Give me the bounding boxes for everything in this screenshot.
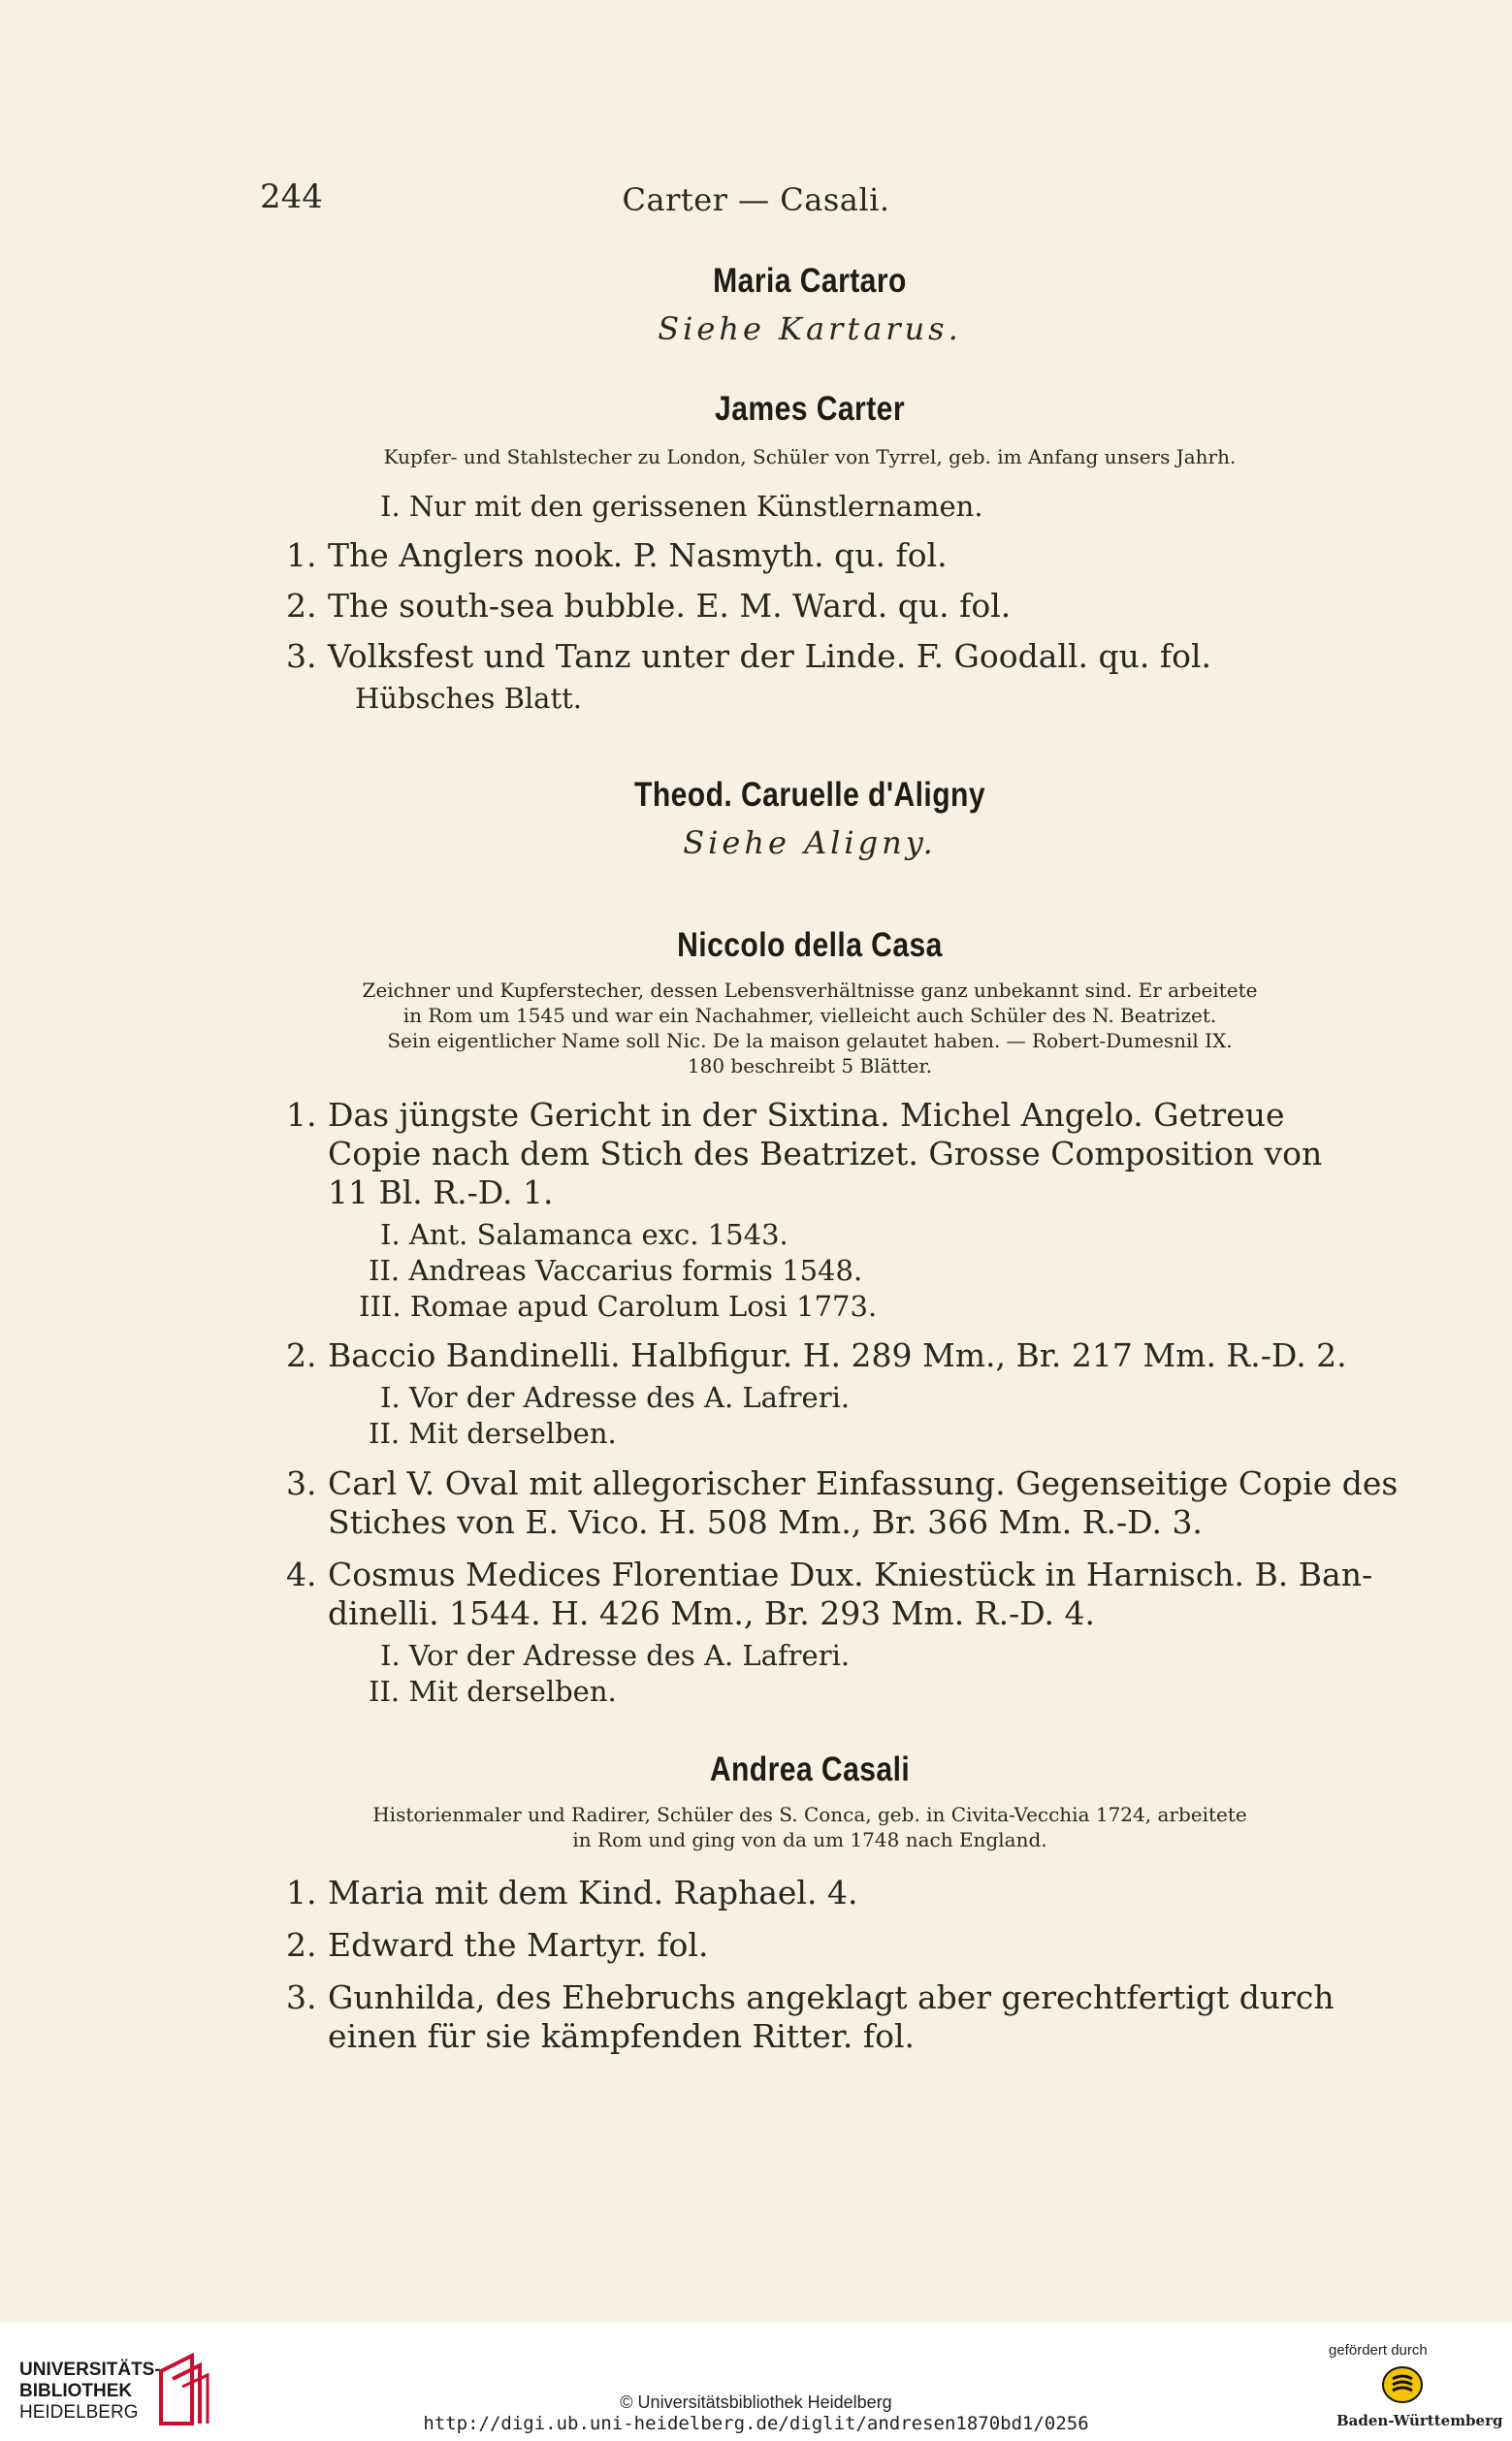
heading-andrea-casali: Andrea Casali	[709, 1750, 911, 1788]
siehe-aligny: Siehe Aligny.	[683, 824, 937, 861]
heading-niccolo-della-casa: Niccolo della Casa	[677, 926, 943, 964]
bio-james-carter: Kupfer- und Stahlstecher zu London, Schüler von Tyrrel, geb. im Anfang unsers Jahrh.	[383, 445, 1237, 468]
running-title: Carter — Casali.	[622, 181, 890, 218]
heading-maria-cartaro: Maria Cartaro	[713, 262, 907, 300]
heading-caruelle-daligny: Theod. Caruelle d'Aligny	[633, 776, 986, 814]
copyright-line: © Universitätsbibliothek Heidelberg	[620, 2393, 892, 2412]
funded-by-label: gefördert durch	[1329, 2342, 1428, 2359]
source-url[interactable]: http://digi.ub.uni-heidelberg.de/diglit/andresen1870bd1/0256	[423, 2413, 1089, 2434]
siehe-kartarus: Siehe Kartarus.	[658, 310, 962, 347]
baden-wuerttemberg-crest-icon	[1381, 2363, 1424, 2406]
footer	[0, 2323, 1512, 2441]
bio-niccolo-della-casa: Zeichner und Kupferstecher, dessen Lebensverhältnisse ganz unbekannt sind. Er arbeitete in Rom um 1545 und war ein Nachahmer, vielleicht auch Schüler des N. Beatrizet. Sein eigentlicher Name soll Nic. De la maison gelautet haben. — Robert-Dumesnil IX. 180 beschreibt 5 Blätter.	[362, 979, 1258, 1077]
scanned-page: 244 Carter — Casali. Maria Cartaro Siehe Kartarus. James Carter Kupfer- und Stahlstecher zu London, Schüler von Tyrrel, geb. im Anfang unsers Jahrh. I. Nur mit den gerissenen Künstlernamen. 1. The Anglers nook. P. Nasmyth. qu. fol. 2. The south-sea bubble. E. M. Ward. qu. fol. 3. Volksfest und Tanz unter der Linde. F. Goodall. qu. fol. Hübsches Blatt. Theod. Caruelle d'Aligny Siehe Aligny. Niccolo della Casa Zeichner und Kupferstecher, dessen Lebensverhältnisse ganz unbekannt sind. Er arbeitete in Rom um 1545 und war ein Nachahmer, vielleicht auch Schüler des N. Beatrizet. Sein eigentlicher Name soll Nic. De la maison gelautet haben. — Robert-Dumesnil IX. 180 beschreibt 5 Blätter. 1. Das jüngste Gericht in der Sixtina. Michel Angelo. Getreue Copie nach dem Stich des Beatrizet. Grosse Composition von 11 Bl. R.-D. 1. I. Ant. Salamanca exc. 1543. II. Andreas Vaccarius formis 1548. III. Romae apud Carolum Losi 1773. 2. Baccio Bandinelli. Halbfigur. H. 289 Mm., Br. 217 Mm. R.-D. 2. I. Vor der Adresse des A. Lafreri. II. Mit derselben. 3. Carl V. Oval mit allegorischer Einfassung. Gegenseitige Copie des Stiches von E. Vico. H. 508 Mm., Br. 366 Mm. R.-D. 3. 4. Cosmus Medices Florentiae Dux. Kniestück in Harnisch. B. Ban- dinelli. 1544. H. 426 Mm., Br. 293 Mm. R.-D. 4. I. Vor der Adresse des A. Lafreri. II. Mit derselben. Andrea Casali Historienmaler und Radirer, Schüler des S. Conca, geb. in Civita-Vecchia 1724, arbeitete in Rom und ging von da um 1748 nach England. 1. Maria mit dem Kind. Raphael. 4. 2. Edward the Martyr. fol. 3. Gunhilda, des Ehebruchs angeklagt aber gerechtfertigt durch einen für sie kämpfenden Ritter. fol.	[0, 0, 1512, 2323]
funder-name: Baden-Württemberg	[1336, 2412, 1503, 2429]
state-line: I. Nur mit den gerissenen Künstlernamen.	[380, 490, 983, 523]
library-logo-text: UNIVERSITÄTS- BIBLIOTHEK HEIDELBERG	[19, 2360, 161, 2423]
heading-james-carter: James Carter	[715, 390, 905, 428]
page-number: 244	[260, 177, 323, 216]
note-huebsches-blatt: Hübsches Blatt.	[355, 682, 582, 715]
bio-andrea-casali: Historienmaler und Radirer, Schüler des S. Conca, geb. in Civita-Vecchia 1724, arbeitete in Rom und ging von da um 1748 nach England.	[372, 1803, 1247, 1851]
